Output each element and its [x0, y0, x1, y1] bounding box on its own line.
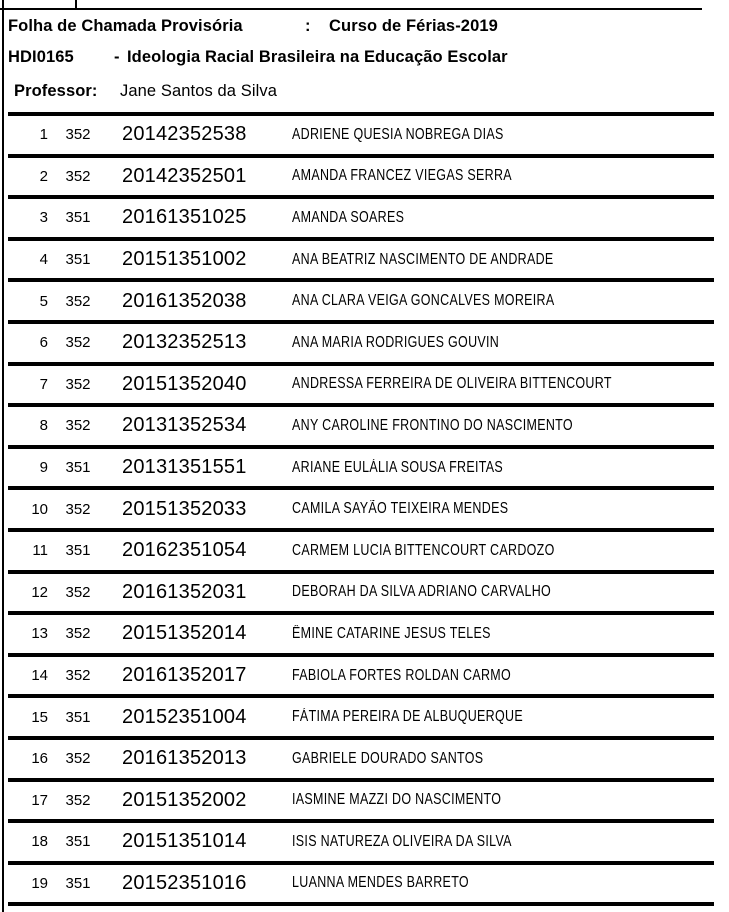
table-row — [8, 736, 714, 778]
class-code: 352 — [65, 375, 91, 393]
student-name-text: LUANNA MENDES BARRETO — [292, 874, 469, 892]
student-name-text: DEBORAH DA SILVA ADRIANO CARVALHO — [292, 583, 552, 601]
table-row — [8, 861, 714, 903]
class-code: 351 — [65, 251, 91, 269]
student-id: 20161352013 — [122, 747, 247, 770]
student-name — [286, 583, 714, 601]
student-name-text: ANY CAROLINE FRONTINO DO NASCIMENTO — [292, 416, 573, 434]
student-name — [286, 251, 714, 269]
student-id: 20151352014 — [122, 622, 247, 645]
student-name — [286, 791, 714, 809]
table-row — [8, 570, 714, 612]
student-name-text: ANA CLARA VEIGA GONCALVES MOREIRA — [292, 292, 555, 310]
class-code: 352 — [65, 292, 91, 310]
student-id: 20131352534 — [122, 414, 247, 437]
class-code: 351 — [65, 708, 91, 726]
class-code: 352 — [65, 500, 91, 518]
class-code: 352 — [65, 417, 91, 435]
table-row — [8, 528, 714, 570]
row-number: 17 — [31, 791, 48, 809]
table-row — [8, 278, 714, 320]
class-code: 352 — [65, 667, 91, 685]
row-number: 16 — [31, 750, 48, 768]
student-name — [286, 334, 714, 352]
student-name — [286, 292, 714, 310]
student-name — [286, 500, 714, 518]
table-row — [8, 362, 714, 404]
student-name — [286, 667, 714, 685]
sheet-title-separator: : — [305, 17, 311, 35]
table-row — [8, 112, 714, 154]
student-name-text: ANA BEATRIZ NASCIMENTO DE ANDRADE — [292, 250, 554, 268]
page-left-border — [2, 0, 4, 912]
top-divider-stub — [75, 0, 77, 8]
row-number: 11 — [32, 542, 48, 560]
row-number: 19 — [31, 874, 48, 892]
course-name: Ideologia Racial Brasileira na Educação Escolar — [127, 48, 508, 66]
row-number: 4 — [39, 251, 48, 269]
row-number: 1 — [39, 126, 48, 144]
student-id: 20151352002 — [122, 788, 247, 811]
student-id: 20142352501 — [122, 164, 247, 187]
student-name — [286, 126, 714, 144]
student-name-text: AMANDA FRANCEZ VIEGAS SERRA — [292, 167, 512, 185]
student-id: 20151352040 — [122, 372, 247, 395]
top-divider — [0, 8, 702, 10]
student-id: 20161351025 — [122, 206, 247, 229]
student-id: 20152351004 — [122, 705, 247, 728]
student-name — [286, 874, 714, 892]
student-id: 20161352017 — [122, 664, 247, 687]
student-name — [286, 459, 714, 477]
row-number: 8 — [39, 417, 48, 435]
student-name-text: ADRIENE QUESIA NOBREGA DIAS — [292, 125, 504, 143]
student-id: 20142352538 — [122, 123, 247, 146]
class-code: 351 — [65, 209, 91, 227]
student-name-text: GABRIELE DOURADO SANTOS — [292, 749, 484, 767]
student-name — [286, 708, 714, 726]
class-code: 352 — [65, 126, 91, 144]
student-name-text: CAMILA SAYÃO TEIXEIRA MENDES — [292, 500, 509, 518]
table-row — [8, 778, 714, 820]
class-code: 351 — [65, 459, 91, 477]
student-name-text: ANA MARIA RODRIGUES GOUVIN — [292, 333, 500, 351]
student-name-text: FÁTIMA PEREIRA DE ALBUQUERQUE — [292, 708, 523, 726]
professor-name: Jane Santos da Silva — [120, 82, 278, 100]
student-name-text: ANDRESSA FERREIRA DE OLIVEIRA BITTENCOURT — [292, 375, 612, 393]
student-name — [286, 625, 714, 643]
class-code: 352 — [65, 583, 91, 601]
student-name — [286, 209, 714, 227]
row-number: 14 — [31, 667, 48, 685]
row-number: 5 — [39, 292, 48, 310]
student-id: 20162351054 — [122, 539, 247, 562]
row-number: 12 — [31, 583, 48, 601]
student-id: 20161352031 — [122, 580, 247, 603]
class-code: 352 — [65, 334, 91, 352]
class-code: 351 — [65, 542, 91, 560]
student-name — [286, 750, 714, 768]
table-row — [8, 320, 714, 362]
table-row — [8, 237, 714, 279]
class-code: 352 — [65, 791, 91, 809]
row-number: 10 — [31, 500, 48, 518]
course-code: HDI0165 — [8, 48, 74, 66]
table-row — [8, 653, 714, 695]
student-name — [286, 167, 714, 185]
student-name — [286, 375, 714, 393]
student-id: 20161352038 — [122, 289, 247, 312]
row-number: 18 — [31, 833, 48, 851]
student-name-text: CARMEM LUCIA BITTENCOURT CARDOZO — [292, 541, 555, 559]
student-id: 20132352513 — [122, 331, 247, 354]
class-code: 351 — [65, 874, 91, 892]
student-name-text: ISIS NATUREZA OLIVEIRA DA SILVA — [292, 832, 512, 850]
row-number: 13 — [31, 625, 48, 643]
student-name-text: AMANDA SOARES — [292, 208, 405, 226]
student-name-text: ÊMINE CATARINE JESUS TELES — [292, 624, 491, 642]
row-number: 2 — [39, 167, 48, 185]
table-row — [8, 195, 714, 237]
professor-label: Professor: — [14, 82, 98, 100]
attendance-table — [8, 112, 714, 906]
class-code: 352 — [65, 625, 91, 643]
table-row — [8, 403, 714, 445]
sheet-title-value: Curso de Férias-2019 — [329, 17, 498, 35]
student-name-text: FABIOLA FORTES ROLDAN CARMO — [292, 666, 512, 684]
table-row — [8, 154, 714, 196]
sheet-title-label: Folha de Chamada Provisória — [8, 17, 243, 35]
student-id: 20152351016 — [122, 871, 247, 894]
student-name — [286, 542, 714, 560]
row-number: 15 — [31, 708, 48, 726]
student-id: 20151351002 — [122, 248, 247, 271]
table-row — [8, 694, 714, 736]
table-row — [8, 819, 714, 861]
table-row — [8, 445, 714, 487]
student-name — [286, 417, 714, 435]
row-number: 7 — [39, 375, 48, 393]
student-name — [286, 833, 714, 851]
class-code: 351 — [65, 833, 91, 851]
student-id: 20151352033 — [122, 497, 247, 520]
student-name-text: IASMINE MAZZI DO NASCIMENTO — [292, 791, 502, 809]
student-id: 20131351551 — [122, 456, 247, 479]
student-id: 20151351014 — [122, 830, 247, 853]
class-code: 352 — [65, 750, 91, 768]
table-row — [8, 611, 714, 653]
table-row — [8, 486, 714, 528]
student-name-text: ARIANE EULÁLIA SOUSA FREITAS — [292, 458, 504, 476]
row-number: 6 — [39, 334, 48, 352]
class-code: 352 — [65, 167, 91, 185]
course-separator: - — [114, 48, 120, 66]
row-number: 9 — [39, 459, 48, 477]
row-number: 3 — [39, 209, 48, 227]
